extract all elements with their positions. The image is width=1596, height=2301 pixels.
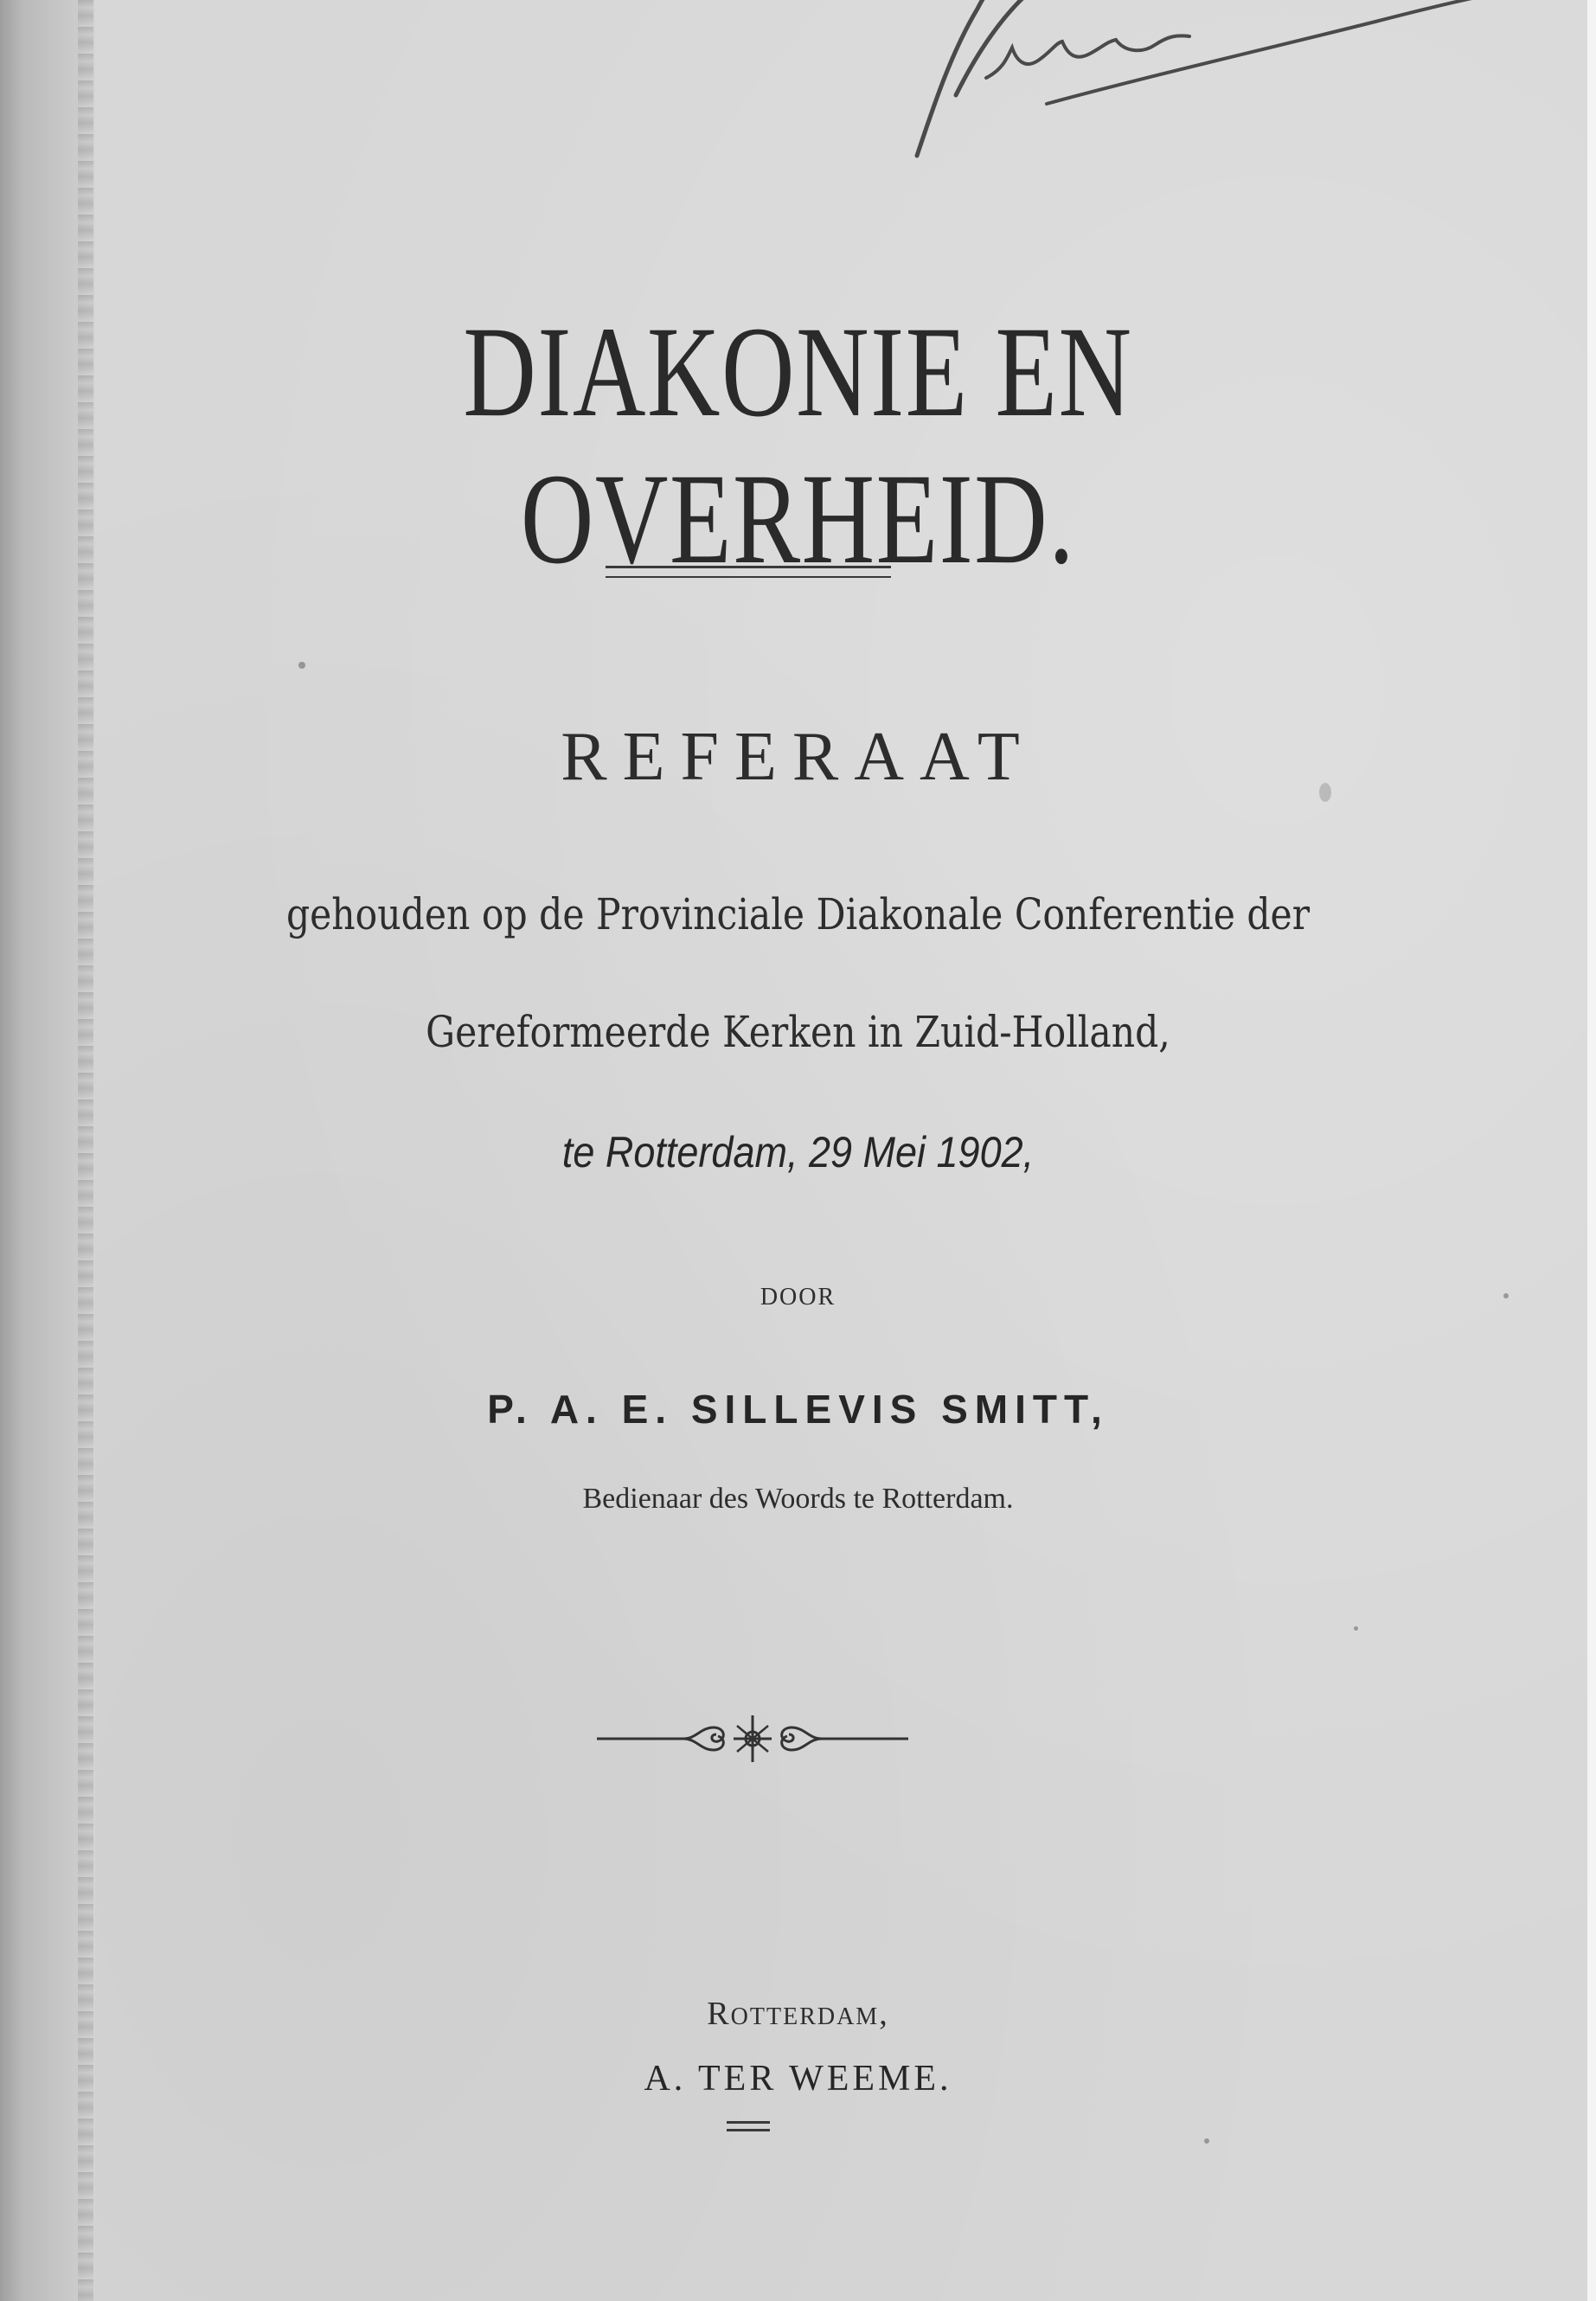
author-role: Bedienaar des Woords te Rotterdam. xyxy=(582,1483,1014,1515)
paper-speck xyxy=(1354,1626,1358,1631)
imprint-city-rest: OTTERDAM xyxy=(730,2003,880,2030)
paper-speck xyxy=(1503,1293,1509,1298)
subtitle-line-1: gehouden op de Provinciale Diakonale Conferentie der xyxy=(285,889,1311,939)
document-title: DIAKONIE EN OVERHEID. xyxy=(463,300,1133,591)
imprint-city xyxy=(0,1990,1596,2041)
document-heading: REFERAAT xyxy=(561,719,1035,795)
imprint-publisher: A. TER WEEME. xyxy=(644,2059,952,2099)
subtitle-line-2: Gereformeerde Kerken in Zuid-Holland, xyxy=(426,1007,1170,1057)
author-name: P. A. E. SILLEVIS SMITT, xyxy=(487,1387,1109,1432)
handwritten-signature xyxy=(856,0,1514,182)
fleuron-divider-icon xyxy=(588,1708,917,1769)
page-right-margin xyxy=(1587,0,1596,2301)
place-and-date: te Rotterdam, 29 Mei 1902, xyxy=(561,1128,1035,1176)
imprint-city-initial: R xyxy=(707,1996,731,2032)
paper-speck xyxy=(1204,2138,1209,2144)
paper-speck xyxy=(1319,783,1331,802)
by-label: DOOR xyxy=(760,1284,836,1311)
end-double-rule xyxy=(727,2121,770,2131)
title-double-rule xyxy=(606,566,891,578)
paper-speck xyxy=(298,662,305,669)
imprint-city-punct: , xyxy=(879,1996,889,2032)
